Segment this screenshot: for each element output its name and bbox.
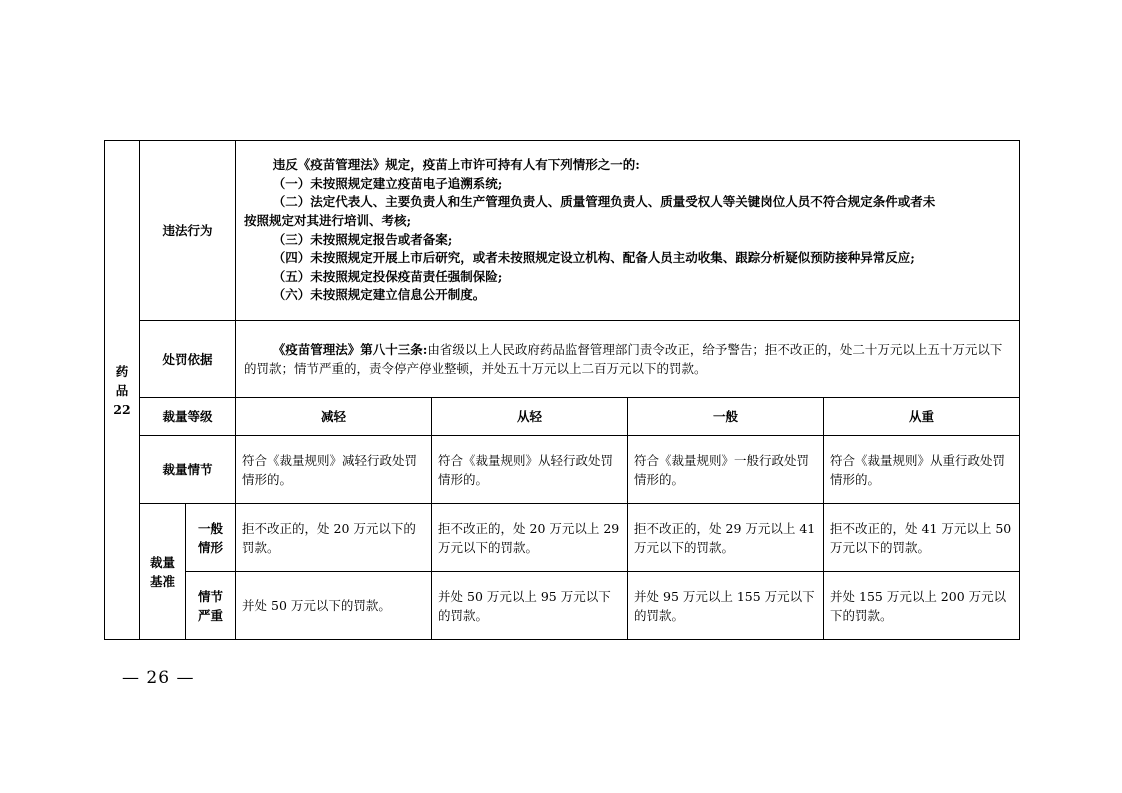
level-general: 一般 xyxy=(628,398,824,436)
serious-label-line-2: 严重 xyxy=(198,607,224,623)
serious-situation-label xyxy=(186,572,236,640)
violation-intro: 违反《疫苗管理法》规定，疫苗上市许可持有人有下列情形之一的: xyxy=(272,157,640,173)
serious-mitigated: 并处 50 万元以下的罚款。 xyxy=(236,572,432,640)
circumstance-mitigated: 符合《裁量规则》减轻行政处罚情形的。 xyxy=(236,436,432,504)
penalty-basis-content xyxy=(236,321,1020,398)
standard-serious-row xyxy=(105,572,1020,640)
violation-item-6: （六）未按照规定建立信息公开制度。 xyxy=(272,287,486,303)
penalty-basis-law: 《疫苗管理法》第八十三条: xyxy=(272,342,428,357)
circumstance-lenient: 符合《裁量规则》从轻行政处罚情形的。 xyxy=(432,436,628,504)
category-cell xyxy=(105,141,140,640)
circumstance-general: 符合《裁量规则》一般行政处罚情形的。 xyxy=(628,436,824,504)
violation-item-5: （五）未按照规定投保疫苗责任强制保险; xyxy=(272,268,503,284)
violation-item-2-cont: 按照规定对其进行培训、考核; xyxy=(244,212,412,228)
standards-label xyxy=(140,504,186,640)
levels-label: 裁量等级 xyxy=(140,398,236,436)
serious-severe: 并处 155 万元以上 200 万元以下的罚款。 xyxy=(824,572,1020,640)
penalty-basis-text: 由省级以上人民政府药品监督管理部门责令改正，给予警告；拒不改正的，处二十万元以上五十万元以下的罚款；情节严重的，责令停产停业整顿，并处五十万元以上二百万元以下的罚款。 xyxy=(244,342,1003,376)
penalty-basis-paragraph xyxy=(244,340,1011,378)
general-label-line-2: 情形 xyxy=(198,539,224,555)
category-char-2: 品 xyxy=(115,382,129,398)
violation-item-1: （一）未按照规定建立疫苗电子追溯系统; xyxy=(272,175,503,191)
general-label-line-1: 一般 xyxy=(198,520,224,536)
violation-item-3: （三）未按照规定报告或者备案; xyxy=(272,231,453,247)
serious-general: 并处 95 万元以上 155 万元以下的罚款。 xyxy=(628,572,824,640)
levels-row xyxy=(105,398,1020,436)
level-mitigated: 减轻 xyxy=(236,398,432,436)
circumstance-severe: 符合《裁量规则》从重行政处罚情形的。 xyxy=(824,436,1020,504)
violation-label: 违法行为 xyxy=(140,141,236,321)
general-mitigated: 拒不改正的，处 20 万元以下的罚款。 xyxy=(236,504,432,572)
serious-label-line-1: 情节 xyxy=(198,588,224,604)
discretion-standard-table xyxy=(104,140,1020,640)
level-severe: 从重 xyxy=(824,398,1020,436)
penalty-basis-row xyxy=(105,321,1020,398)
circumstances-row xyxy=(105,436,1020,504)
violation-row xyxy=(105,141,1020,321)
standard-general-row xyxy=(105,504,1020,572)
standards-label-line-1: 裁量 xyxy=(149,554,175,570)
circumstances-label: 裁量情节 xyxy=(140,436,236,504)
general-situation-label xyxy=(186,504,236,572)
page-number: — 26 — xyxy=(122,668,195,688)
serious-lenient: 并处 50 万元以上 95 万元以下的罚款。 xyxy=(432,572,628,640)
violation-item-4: （四）未按照规定开展上市后研究，或者未按照规定设立机构、配备人员主动收集、跟踪分析疑似预防接种异常反应; xyxy=(272,250,915,266)
general-lenient: 拒不改正的，处 20 万元以上 29 万元以下的罚款。 xyxy=(432,504,628,572)
violation-content xyxy=(236,141,1020,321)
level-lenient: 从轻 xyxy=(432,398,628,436)
penalty-basis-label: 处罚依据 xyxy=(140,321,236,398)
category-char-1: 药 xyxy=(115,363,129,379)
violation-item-2: （二）法定代表人、主要负责人和生产管理负责人、质量管理负责人、质量受权人等关键岗位人员不符合规定条件或者未 xyxy=(272,194,936,210)
standards-label-line-2: 基准 xyxy=(149,573,175,589)
general-severe: 拒不改正的，处 41 万元以上 50 万元以下的罚款。 xyxy=(824,504,1020,572)
category-number: 22 xyxy=(113,401,131,417)
general-general: 拒不改正的，处 29 万元以上 41 万元以下的罚款。 xyxy=(628,504,824,572)
